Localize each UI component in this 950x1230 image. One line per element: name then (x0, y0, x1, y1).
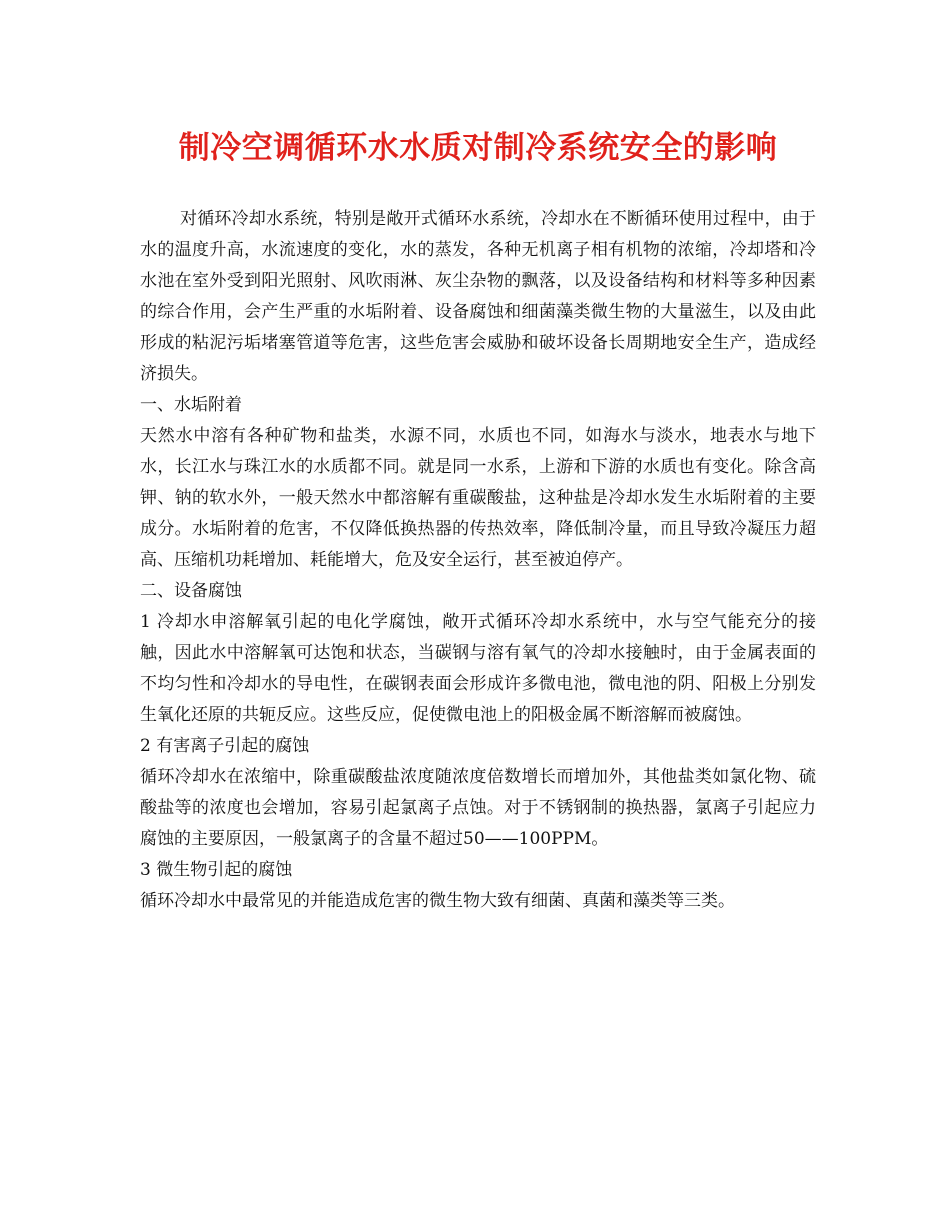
section-paragraph-scale: 天然水中溶有各种矿物和盐类，水源不同，水质也不同，如海水与淡水，地表水与地下水，长江水与珠江水的水质都不同。就是同一水系，上游和下游的水质也有变化。除含高钾、钠的软水外，一般天然水中都溶解有重碳酸盐，这种盐是冷却水发生水垢附着的主要成分。水垢附着的危害，不仅降低换热器的传热效率，降低制冷量，而且导致冷凝压力超高、压缩机功耗增加、耗能增大，危及安全运行，甚至被迫停产。 (140, 426, 816, 570)
subsection-paragraph-ions: 循环冷却水在浓缩中，除重碳酸盐浓度随浓度倍数增长而增加外，其他盐类如氯化物、硫酸盐等的浓度也会增加，容易引起氯离子点蚀。对于不锈钢制的换热器，氯离子引起应力腐蚀的主要原因，一般氯离子的含量不超过50——100PPM。 (140, 767, 816, 849)
subsection-paragraph-oxygen: 1 冷却水申溶解氧引起的电化学腐蚀，敞开式循环冷却水系统中，水与空气能充分的接触，因此水中溶解氧可达饱和状态，当碳钢与溶有氧气的冷却水接触时，由于金属表面的不均匀性和冷却水的导电性，在碳钢表面会形成许多微电池，微电池的阴、阳极上分别发生氧化还原的共轭反应。这些反应，促使微电池上的阳极金属不断溶解而被腐蚀。 (140, 612, 816, 725)
subsection-heading-ions: 2 有害离子引起的腐蚀 (140, 736, 310, 756)
document-title: 制冷空调循环水水质对制冷系统安全的影响 (178, 130, 778, 166)
intro-paragraph: 对循环冷却水系统，特别是敞开式循环水系统，冷却水在不断循环使用过程中，由于水的温度升高，水流速度的变化，水的蒸发，各种无机离子相有机物的浓缩，冷却塔和冷水池在室外受到阳光照射、风吹雨淋、灰尘杂物的飘落，以及设备结构和材料等多种因素的综合作用，会产生严重的水垢附着、设备腐蚀和细菌藻类微生物的大量滋生，以及由此形成的粘泥污垢堵塞管道等危害，这些危害会威胁和破坏设备长周期地安全生产，造成经济损失。 (140, 209, 816, 384)
subsection-heading-microbes: 3 微生物引起的腐蚀 (140, 860, 293, 880)
subsection-paragraph-microbes: 循环冷却水中最常见的并能造成危害的微生物大致有细菌、真菌和藻类等三类。 (140, 891, 735, 911)
section-heading-scale: 一、水垢附着 (140, 395, 242, 415)
section-heading-corrosion: 二、设备腐蚀 (140, 581, 242, 601)
document-body (140, 204, 816, 917)
